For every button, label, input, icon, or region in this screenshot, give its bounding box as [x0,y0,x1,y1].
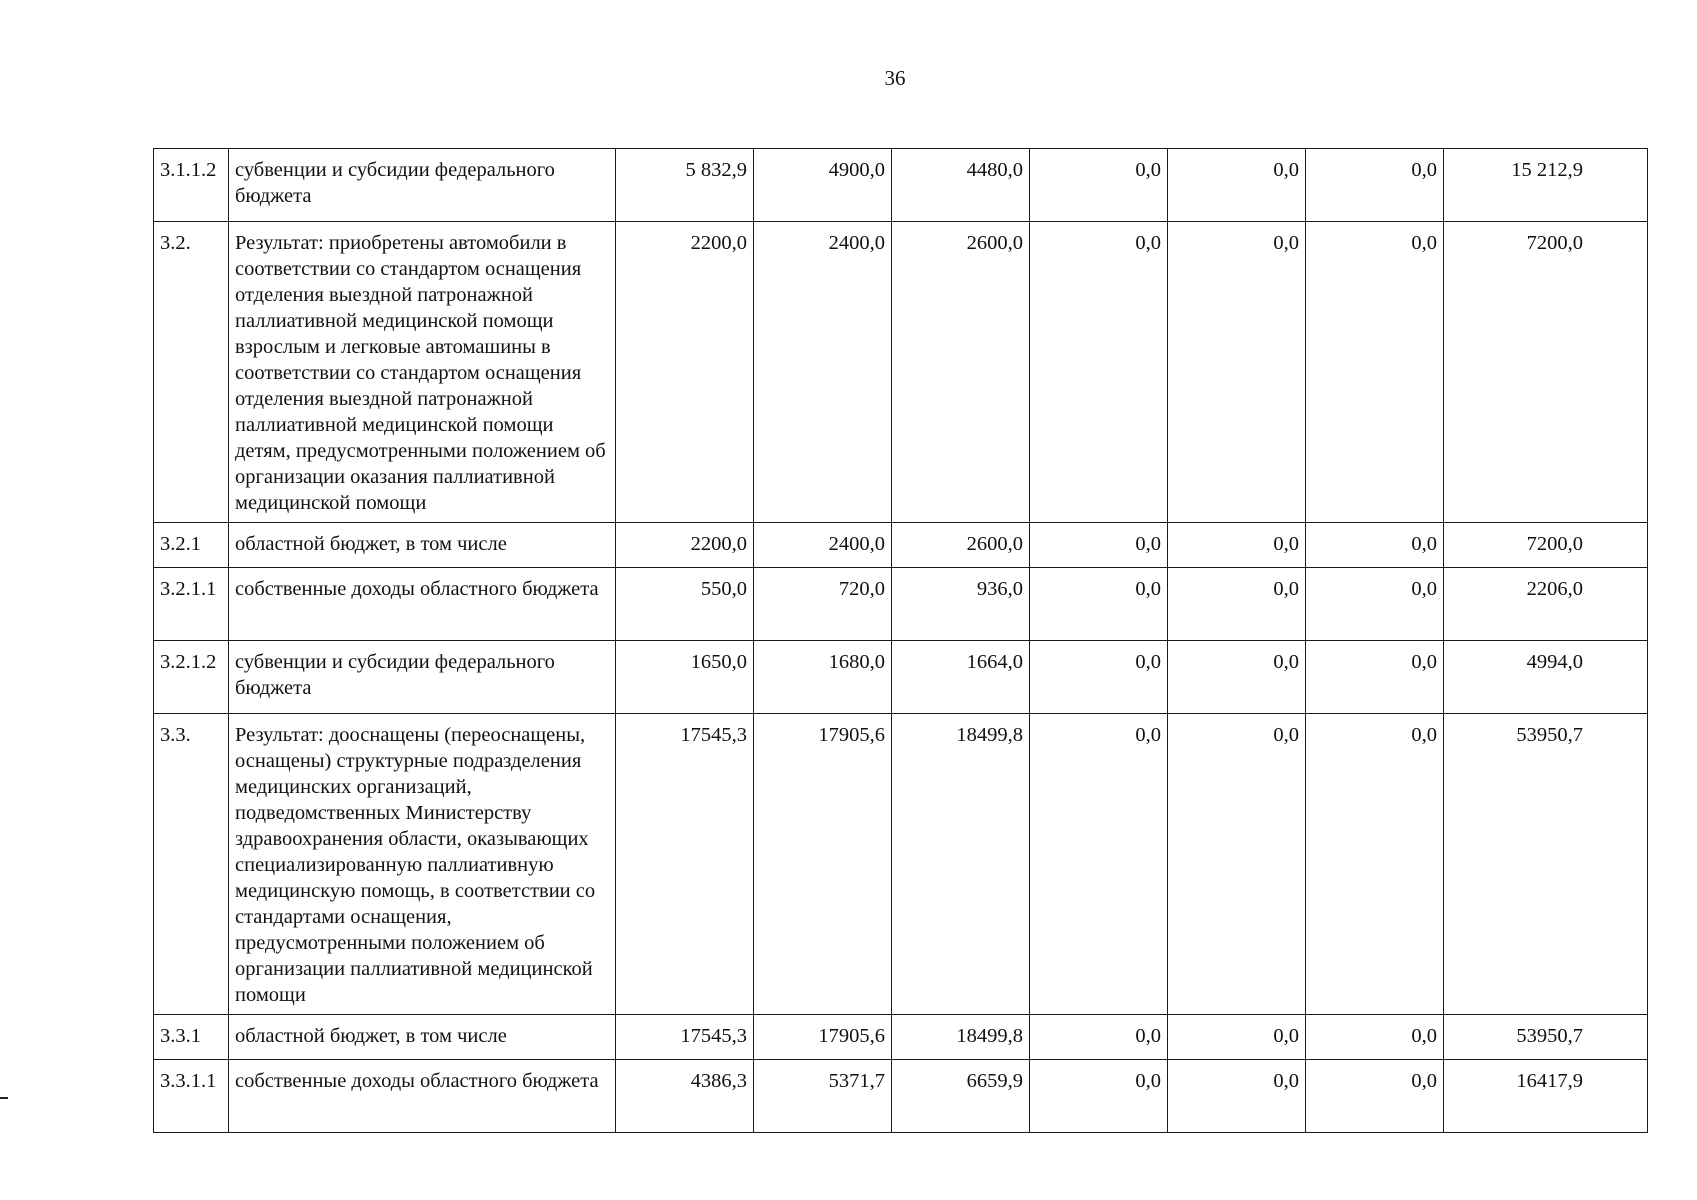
row-code: 3.2. [154,222,229,523]
row-code: 3.2.1.2 [154,641,229,714]
total-cell: 4994,0 [1444,641,1648,714]
page-number: 36 [884,66,906,90]
row-code: 3.1.1.2 [154,149,229,222]
table-row [154,149,1648,222]
value-cell: 2200,0 [616,222,754,523]
total-cell: 53950,7 [1444,1015,1648,1060]
value-cell: 5371,7 [754,1060,892,1133]
value-cell: 4900,0 [754,149,892,222]
value-cell: 17545,3 [616,1015,754,1060]
row-description: собственные доходы областного бюджета [229,1060,616,1133]
value-cell: 6659,9 [892,1060,1030,1133]
value-cell: 0,0 [1168,568,1306,641]
table-row [154,222,1648,523]
value-cell: 0,0 [1168,1015,1306,1060]
row-code: 3.3. [154,714,229,1015]
row-code: 3.2.1 [154,523,229,568]
table-row [154,1015,1648,1060]
value-cell: 0,0 [1306,523,1444,568]
value-cell: 18499,8 [892,714,1030,1015]
value-cell: 0,0 [1168,1060,1306,1133]
value-cell: 17545,3 [616,714,754,1015]
value-cell: 1680,0 [754,641,892,714]
value-cell: 0,0 [1030,641,1168,714]
budget-table [153,148,1648,1133]
value-cell: 4386,3 [616,1060,754,1133]
value-cell: 936,0 [892,568,1030,641]
value-cell: 0,0 [1168,149,1306,222]
row-code: 3.3.1.1 [154,1060,229,1133]
value-cell: 17905,6 [754,714,892,1015]
value-cell: 0,0 [1168,523,1306,568]
margin-mark [0,1097,8,1099]
table-row [154,1060,1648,1133]
value-cell: 2400,0 [754,523,892,568]
value-cell: 17905,6 [754,1015,892,1060]
value-cell: 0,0 [1030,714,1168,1015]
row-description: Результат: дооснащены (переоснащены, оснащены) структурные подразделения медицинских организаций, подведомственных Министерству здравоохранения области, оказывающих специализированную паллиативную медицинскую помощь, в соответствии со стандартами оснащения, предусмотренными положением об организации паллиативной медицинской помощи [229,714,616,1015]
value-cell: 0,0 [1306,1060,1444,1133]
total-cell: 15 212,9 [1444,149,1648,222]
value-cell: 0,0 [1030,523,1168,568]
total-cell: 7200,0 [1444,523,1648,568]
row-description: субвенции и субсидии федерального бюджета [229,149,616,222]
value-cell: 1664,0 [892,641,1030,714]
value-cell: 2600,0 [892,222,1030,523]
value-cell: 0,0 [1030,568,1168,641]
table-row [154,641,1648,714]
value-cell: 0,0 [1306,149,1444,222]
total-cell: 16417,9 [1444,1060,1648,1133]
value-cell: 720,0 [754,568,892,641]
value-cell: 2200,0 [616,523,754,568]
value-cell: 0,0 [1168,222,1306,523]
value-cell: 1650,0 [616,641,754,714]
value-cell: 2600,0 [892,523,1030,568]
value-cell: 18499,8 [892,1015,1030,1060]
total-cell: 53950,7 [1444,714,1648,1015]
value-cell: 0,0 [1168,714,1306,1015]
budget-table-body [154,149,1648,1133]
row-description: субвенции и субсидии федерального бюджета [229,641,616,714]
value-cell: 0,0 [1306,1015,1444,1060]
row-description: областной бюджет, в том числе [229,523,616,568]
total-cell: 7200,0 [1444,222,1648,523]
value-cell: 0,0 [1306,714,1444,1015]
value-cell: 4480,0 [892,149,1030,222]
value-cell: 0,0 [1306,568,1444,641]
value-cell: 0,0 [1306,222,1444,523]
row-description: собственные доходы областного бюджета [229,568,616,641]
value-cell: 550,0 [616,568,754,641]
row-description: областной бюджет, в том числе [229,1015,616,1060]
table-row [154,714,1648,1015]
row-description: Результат: приобретены автомобили в соответствии со стандартом оснащения отделения выездной патронажной паллиативной медицинской помощи взрослым и легковые автомашины в соответствии со стандартом оснащения отделения выездной патронажной паллиативной медицинской помощи детям, предусмотренными положением об организации оказания паллиативной медицинской помощи [229,222,616,523]
table-row [154,568,1648,641]
total-cell: 2206,0 [1444,568,1648,641]
table-row [154,523,1648,568]
value-cell: 0,0 [1030,222,1168,523]
value-cell: 0,0 [1030,1060,1168,1133]
value-cell: 0,0 [1030,1015,1168,1060]
row-code: 3.2.1.1 [154,568,229,641]
value-cell: 5 832,9 [616,149,754,222]
value-cell: 2400,0 [754,222,892,523]
row-code: 3.3.1 [154,1015,229,1060]
value-cell: 0,0 [1030,149,1168,222]
value-cell: 0,0 [1168,641,1306,714]
value-cell: 0,0 [1306,641,1444,714]
